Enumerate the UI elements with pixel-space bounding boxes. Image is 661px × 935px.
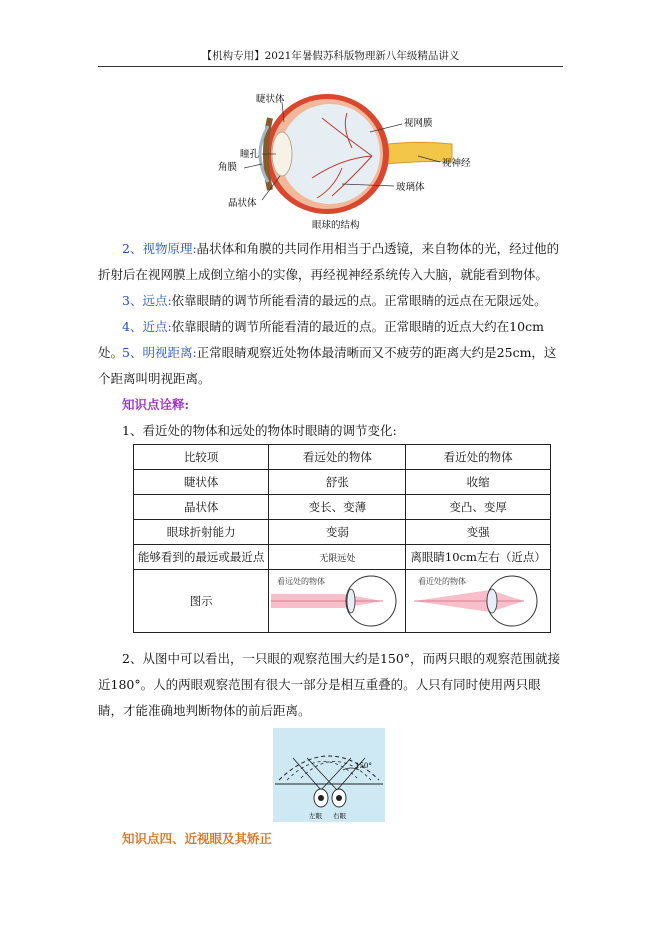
table-cell: 变长、变薄 bbox=[269, 495, 406, 520]
item-clear-vision-distance bbox=[98, 340, 563, 392]
near-object-ray-diagram bbox=[412, 572, 544, 630]
point-one-text: 1、看近处的物体和远处的物体时眼睛的调节变化: bbox=[122, 423, 397, 438]
item-num: 5、 bbox=[122, 345, 143, 360]
table-cell: 舒张 bbox=[269, 470, 406, 495]
item-text: 晶状体和角膜的共同作用相当于凸透镜，来自物体的光，经过他的折射后在视网膜上成倒立缩小的实像，再经视神经系统传入大脑，就能看到物体。 bbox=[98, 241, 560, 282]
item-term: 远点: bbox=[142, 293, 172, 308]
far-object-ray-diagram bbox=[271, 572, 403, 630]
right-eye-label: 右眼 bbox=[333, 812, 346, 820]
item-text: 依靠眼睛的调节所能看清的最远的点。正常眼睛的远点在无限远处。 bbox=[171, 293, 547, 308]
table-cell: 无限远处 bbox=[269, 545, 406, 570]
item-num: 4、 bbox=[122, 319, 143, 334]
label-vitreous: 玻璃体 bbox=[396, 182, 425, 193]
table-cell: 收缩 bbox=[406, 470, 551, 495]
table-cell: 变弱 bbox=[269, 520, 406, 545]
item-num: 3、 bbox=[122, 293, 143, 308]
table-header-row bbox=[134, 445, 551, 470]
vision-range-diagram bbox=[273, 728, 385, 822]
item-text: 依靠眼睛的调节所能看清的最近的点。正常眼睛的近点大约在10cm处。 bbox=[98, 319, 544, 360]
item-num: 2、 bbox=[122, 241, 143, 256]
eye-diagram bbox=[218, 88, 490, 238]
vitreous-body bbox=[280, 104, 380, 204]
table-row bbox=[134, 520, 551, 545]
item-term: 视物原理: bbox=[142, 241, 197, 256]
table-cell-far-figure bbox=[269, 570, 406, 633]
left-eye-label: 左眼 bbox=[309, 812, 322, 820]
vision-range-figure bbox=[273, 728, 385, 822]
label-ciliary: 睫状体 bbox=[256, 94, 285, 105]
item-far-point bbox=[98, 288, 563, 314]
table-cell: 变强 bbox=[406, 520, 551, 545]
table-header-cell: 看远处的物体 bbox=[269, 445, 406, 470]
far-figure-label: 看远处的物体 bbox=[277, 577, 326, 586]
table-cell: 能够看到的最远或最近点 bbox=[134, 545, 269, 570]
table-row bbox=[134, 545, 551, 570]
table-cell: 睫状体 bbox=[134, 470, 269, 495]
item-text: 正常眼睛观察近处物体最清晰而又不疲劳的距离大约是25cm，这个距离叫明视距离。 bbox=[98, 345, 557, 386]
point-two-text: 2、从图中可以看出，一只眼的观察范围大约是150°，而两只眼的观察范围就接近180°。人的两眼观察范围有很大一部分是相互重叠的。人只有同时使用两只眼睛，才能准确地判断物体的前后距离。 bbox=[98, 651, 561, 718]
label-pupil: 瞳孔 bbox=[240, 149, 260, 160]
eye-structure-figure bbox=[218, 88, 490, 238]
label-retina: 视网膜 bbox=[404, 118, 433, 129]
near-figure-label: 看近处的物体 bbox=[418, 577, 467, 586]
section-four-title: 知识点四、近视眼及其矫正 bbox=[122, 831, 273, 846]
eye-figure-caption: 眼球的结构 bbox=[312, 220, 360, 231]
table-row bbox=[134, 495, 551, 520]
table-cell-figure-label: 图示 bbox=[134, 570, 269, 633]
table-cell: 变凸、变厚 bbox=[406, 495, 551, 520]
item-term: 近点: bbox=[142, 319, 172, 334]
table-cell: 离眼睛10cm左右（近点） bbox=[406, 545, 551, 570]
table-header-cell: 看近处的物体 bbox=[406, 445, 551, 470]
table-cell-near-figure bbox=[406, 570, 551, 633]
table-figure-row bbox=[134, 570, 551, 633]
section-label-explanation: 知识点诠释: bbox=[122, 397, 190, 412]
angle-label: 150° bbox=[355, 762, 372, 770]
table-row bbox=[134, 470, 551, 495]
label-optic-nerve: 视神经 bbox=[442, 158, 471, 169]
label-cornea: 角膜 bbox=[218, 162, 238, 173]
table-cell: 眼球折射能力 bbox=[134, 520, 269, 545]
item-term: 明视距离: bbox=[142, 345, 197, 360]
comparison-table bbox=[133, 444, 551, 633]
table-header-cell: 比较项 bbox=[134, 445, 269, 470]
table-cell: 晶状体 bbox=[134, 495, 269, 520]
page-header: 【机构专用】2021年暑假苏科版物理新八年级精品讲义 bbox=[98, 48, 563, 67]
item-vision-principle bbox=[98, 236, 563, 288]
label-lens: 晶状体 bbox=[228, 198, 257, 209]
